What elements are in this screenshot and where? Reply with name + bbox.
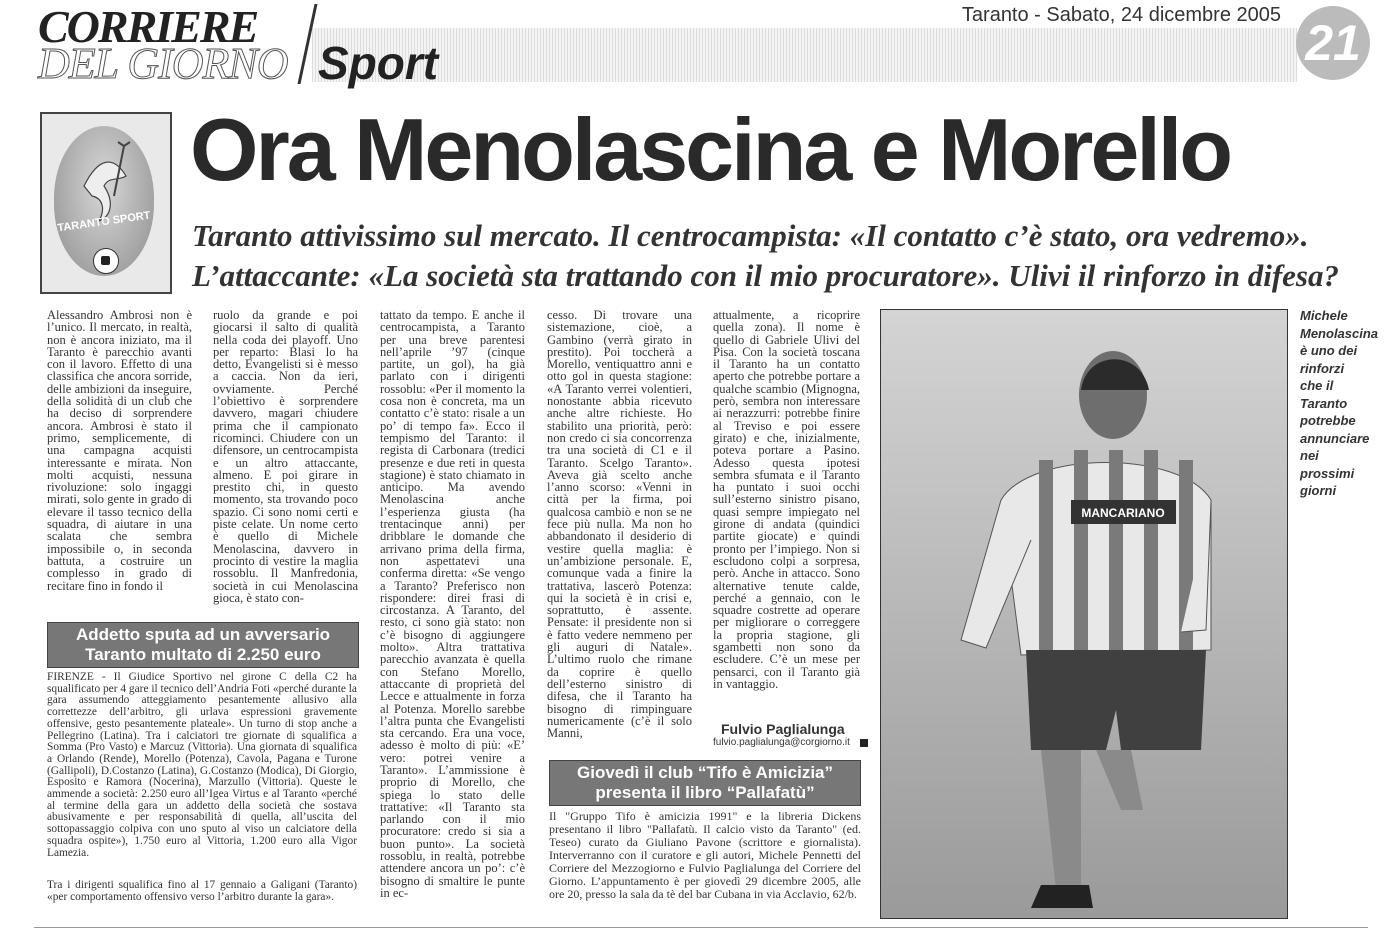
newspaper-logo-bottom: DEL GIORNO bbox=[38, 39, 288, 88]
soccer-ball-icon bbox=[93, 248, 119, 274]
headline: Ora Menolascina e Morello bbox=[190, 100, 1230, 199]
article-column-1: Alessandro Ambrosi non è l’unico. Il mercato, in realtà, non è ancora iniziato, ma il Taranto è parecchio avanti con il lavoro. Effetto di una classifica che ancora sorride, delle ambizioni da inseguire, della solidità di un club che ha deciso di sorprendere ancora. Ambrosi è stato il primo, semplicemente, di una campagna acquisti interessante e mirata. Non molti acquisti, nessuna rivoluzione: solo ingaggi mirati, solo gente in grado di elevare il tasso tecnico della squadra, di aiutare in una scalata che sembra impossibile o, in seconda battuta, a costruire un complesso in grado di recitare fino in fondo il bbox=[47, 308, 192, 593]
sidebar2-title-line1: Giovedì il club “Tifo è Amicizia” bbox=[577, 763, 833, 782]
team-badge-text: TARANTO SPORT bbox=[56, 209, 152, 235]
player-figure-icon bbox=[881, 310, 1287, 918]
newspaper-logo-top: CORRIERE bbox=[38, 1, 258, 52]
article-column-4: cesso. Di trovare una sistemazione, cioè, a Gambino (verrà girato in prestito). Poi toccherà a Morello, ventiquattro anni e otto gol in questa stagione: «A Taranto verrei volentieri, nonostante abbia ricevuto anche altre richieste. Ho stabilito una priorità, però: non credo ci sia concorrenza tra una società di C1 e il Taranto. Scelgo Taranto». Aveva già scelto anche l’anno scorso: «Venni in città per la firma, poi qualcosa cambiò e non se ne fece più nulla. Ma non ho abbandonato il desiderio di vestire quella maglia: è un’ambizione personale. E, comunque vada a finire la trattativa, lascerò Potenza: qui la società è in crisi e, soprattutto, è assente. Pensate: il presidente non si è fatto vedere nemmeno per gli auguri di Natale». L’ultimo ruolo che rimane da coprire è quello dell’esterno sinistro di difesa, che il Taranto ha bisogno di rimpinguare numericamente (c’è il solo Manni, bbox=[547, 308, 692, 741]
sidebar2-title bbox=[549, 760, 861, 806]
sidebar1-body-2: Tra i dirigenti squalifica fino al 17 gennaio a Galigani (Taranto) «per comportamento offensivo verso l’arbitro durante la gara». bbox=[47, 879, 357, 903]
section-title: Sport bbox=[318, 37, 439, 89]
deck-line-1: Taranto attivissimo sul mercato. Il centrocampista: «Il contatto c’è stato, ora vedremo». bbox=[192, 218, 1309, 253]
end-mark bbox=[860, 739, 868, 747]
author-name: Fulvio Paglialunga bbox=[721, 721, 845, 737]
photo-caption: Michele Menolascina è uno dei rinforzi che il Taranto potrebbe annunciare nei prossimi giorni bbox=[1300, 308, 1379, 498]
shirt-sponsor: MANCARIANO bbox=[1081, 506, 1165, 520]
sidebar2-body: Il "Gruppo Tifo è amicizia 1991" e la libreria Dickens presentano il libro "Pallafatù. Il calcio visto da Taranto" (ed. Teseo) curato da Giuliano Pavone (scrittore e giornalista). Interverranno con il curatore e gli autori, Michele Pennetti del Corriere del Mezzogiorno e Fulvio Paglialunga del Corriere del Giorno. L’appuntamento è per giovedì 29 dicembre 2005, alle ore 20, presso la sala da tè del bar Cubana in via Acclavio, 62/b. bbox=[549, 809, 861, 901]
sidebar1-title-line2: Taranto multato di 2.250 euro bbox=[85, 645, 321, 664]
masthead-band bbox=[312, 28, 1297, 82]
sidebar1-title-line1: Addetto sputa ad un avversario bbox=[75, 625, 331, 644]
player-photo bbox=[880, 309, 1288, 919]
page-number: 21 bbox=[1296, 6, 1370, 80]
dateline: Taranto - Sabato, 24 dicembre 2005 bbox=[961, 4, 1281, 26]
deck-line-2: L’attaccante: «La società sta trattando con il mio procuratore». Ulivi il rinforzo in difesa? bbox=[192, 258, 1339, 293]
sidebar1-title bbox=[47, 622, 359, 668]
sidebar2-title-line2: presenta il libro “Pallafatù” bbox=[595, 783, 815, 802]
bottom-rule bbox=[34, 927, 1368, 928]
article-column-3: tattato da tempo. E anche il centrocampista, a Taranto per una breve parentesi nell’aprile ’97 (cinque partite, un gol), ha già parlato con i dirigenti rossoblu: «Per il momento la cosa non è concreta, ma un contatto c’è stato: risale a un po’ di tempo fa». Ecco il tempismo del Taranto: il regista di Carbonara (tredici presenze e due reti in questa stagione) è stato chiamato in anticipo. Ma avendo Menolascina anche l’esperienza giusta (ha trentacinque anni) per dribblare le domande che arrivano prima della firma, non aspettatevi una conferma diretta: «Se vengo a Taranto? Preferisco non rispondere: direi frasi di circostanza. A Taranto, del resto, ci sono già stato: non c’è bisogno di aggiungere molto». Altra trattativa parecchio avanzata è quella con Stefano Morello, attaccante di proprietà del Lecce e attualmente in forza al Potenza. Morello sarebbe l’altra punta che Evangelisti sta cercando. Era una voce, adesso è molto di più: «E’ vero: potrei venire a Taranto». L’ammissione è proprio di Morello, che spiega lo stato delle trattative: «Il Taranto sta parlando con il mio procuratore: credo si sia a buon punto». La società rossoblu, in realtà, potrebbe attendere ancora un po’: c’è bisogno di smaltire le punte in ec- bbox=[380, 308, 525, 900]
article-column-5: attualmente, a ricoprire quella zona). Il nome è quello di Gabriele Ulivi del Pisa. Con la società toscana il Taranto ha un contatto aperto che potrebbe portare a qualche scambio (Mignogna, però, sembra non interessare ai nerazzurri: potrebbe finire al Treviso e poi essere girato) e che, inizialmente, poteva portare a Pasino. Adesso questa ipotesi sembra sfumata e il Taranto ha puntato i suoi occhi sull’esterno sinistro pisano, quasi sempre impiegato nel girone di andata (quindici partite giocate) e quindi pronto per l’impiego. Non si escludono colpi a sorpresa, però. Anche in attacco. Sono alternative tenute calde, perché a gennaio, con le squadre costrette ad operare per migliorare o correggere la propria stagione, gli sgambetti non sono da escludere. C’è un mese per pensarci, con il Taranto già in vantaggio. bbox=[713, 308, 860, 691]
article-column-2: ruolo da grande e poi giocarsi il salto di qualità nella coda dei playoff. Uno per reparto: Blasi lo ha detto, Evangelisti si è messo a caccia. Non da ieri, ovviamente. Perché l’obiettivo è sorprendere davvero, magari chiudere prima che il campionato ricominci. Chiudere con un difensore, un centrocampista e un altro attaccante, almeno. E poi girare in prestito chi, in questo momento, sta trovando poco spazio. Ci sono nomi certi e piste celate. Un nome certo è quello di Michele Menolascina, davvero in procinto di vestire la maglia rossoblu. Il Manfredonia, società in cui Menolascina gioca, è stato con- bbox=[213, 308, 358, 605]
author-email: fulvio.paglialunga@corgiorno.it bbox=[713, 737, 850, 748]
sidebar1-body: FIRENZE - Il Giudice Sportivo nel girone C della C2 ha squalificato per 4 gare il tecnico dell’Andria Foti «perché durante la gara assumendo atteggiamento pesantemente allusivo alla correttezze dell’arbitro, gli urlava espressioni gravemente offensive, gesto pesantemente plateale». Un turno di stop anche a Pellegrino (Latina). Tra i calciatori tre giornate di squalifica a Somma (Pro Vasto) e Marcuz (Vittoria). Una giornata di squalifica a Orlando (Rende), Morello (Potenza), Cavola, Pagana e Turone (Gallipoli), D.Costanzo (Latina), G.Costanzo (Modica), Di Giorgio, Esposito e Ramora (Nocerina), Marzullo (Vittoria). Queste le ammende a società: 2.250 euro all’Igea Virtus e al Taranto «perché al termine della gara un addetto della società che sostava abusivamente e per responsabilità di quella, all’uscita del sottopassaggio colpiva con uno sputo al viso un calciatore della squadra ospite»), 1.750 euro al Vittoria, 1.200 euro alla Vigor Lamezia. bbox=[47, 671, 357, 859]
